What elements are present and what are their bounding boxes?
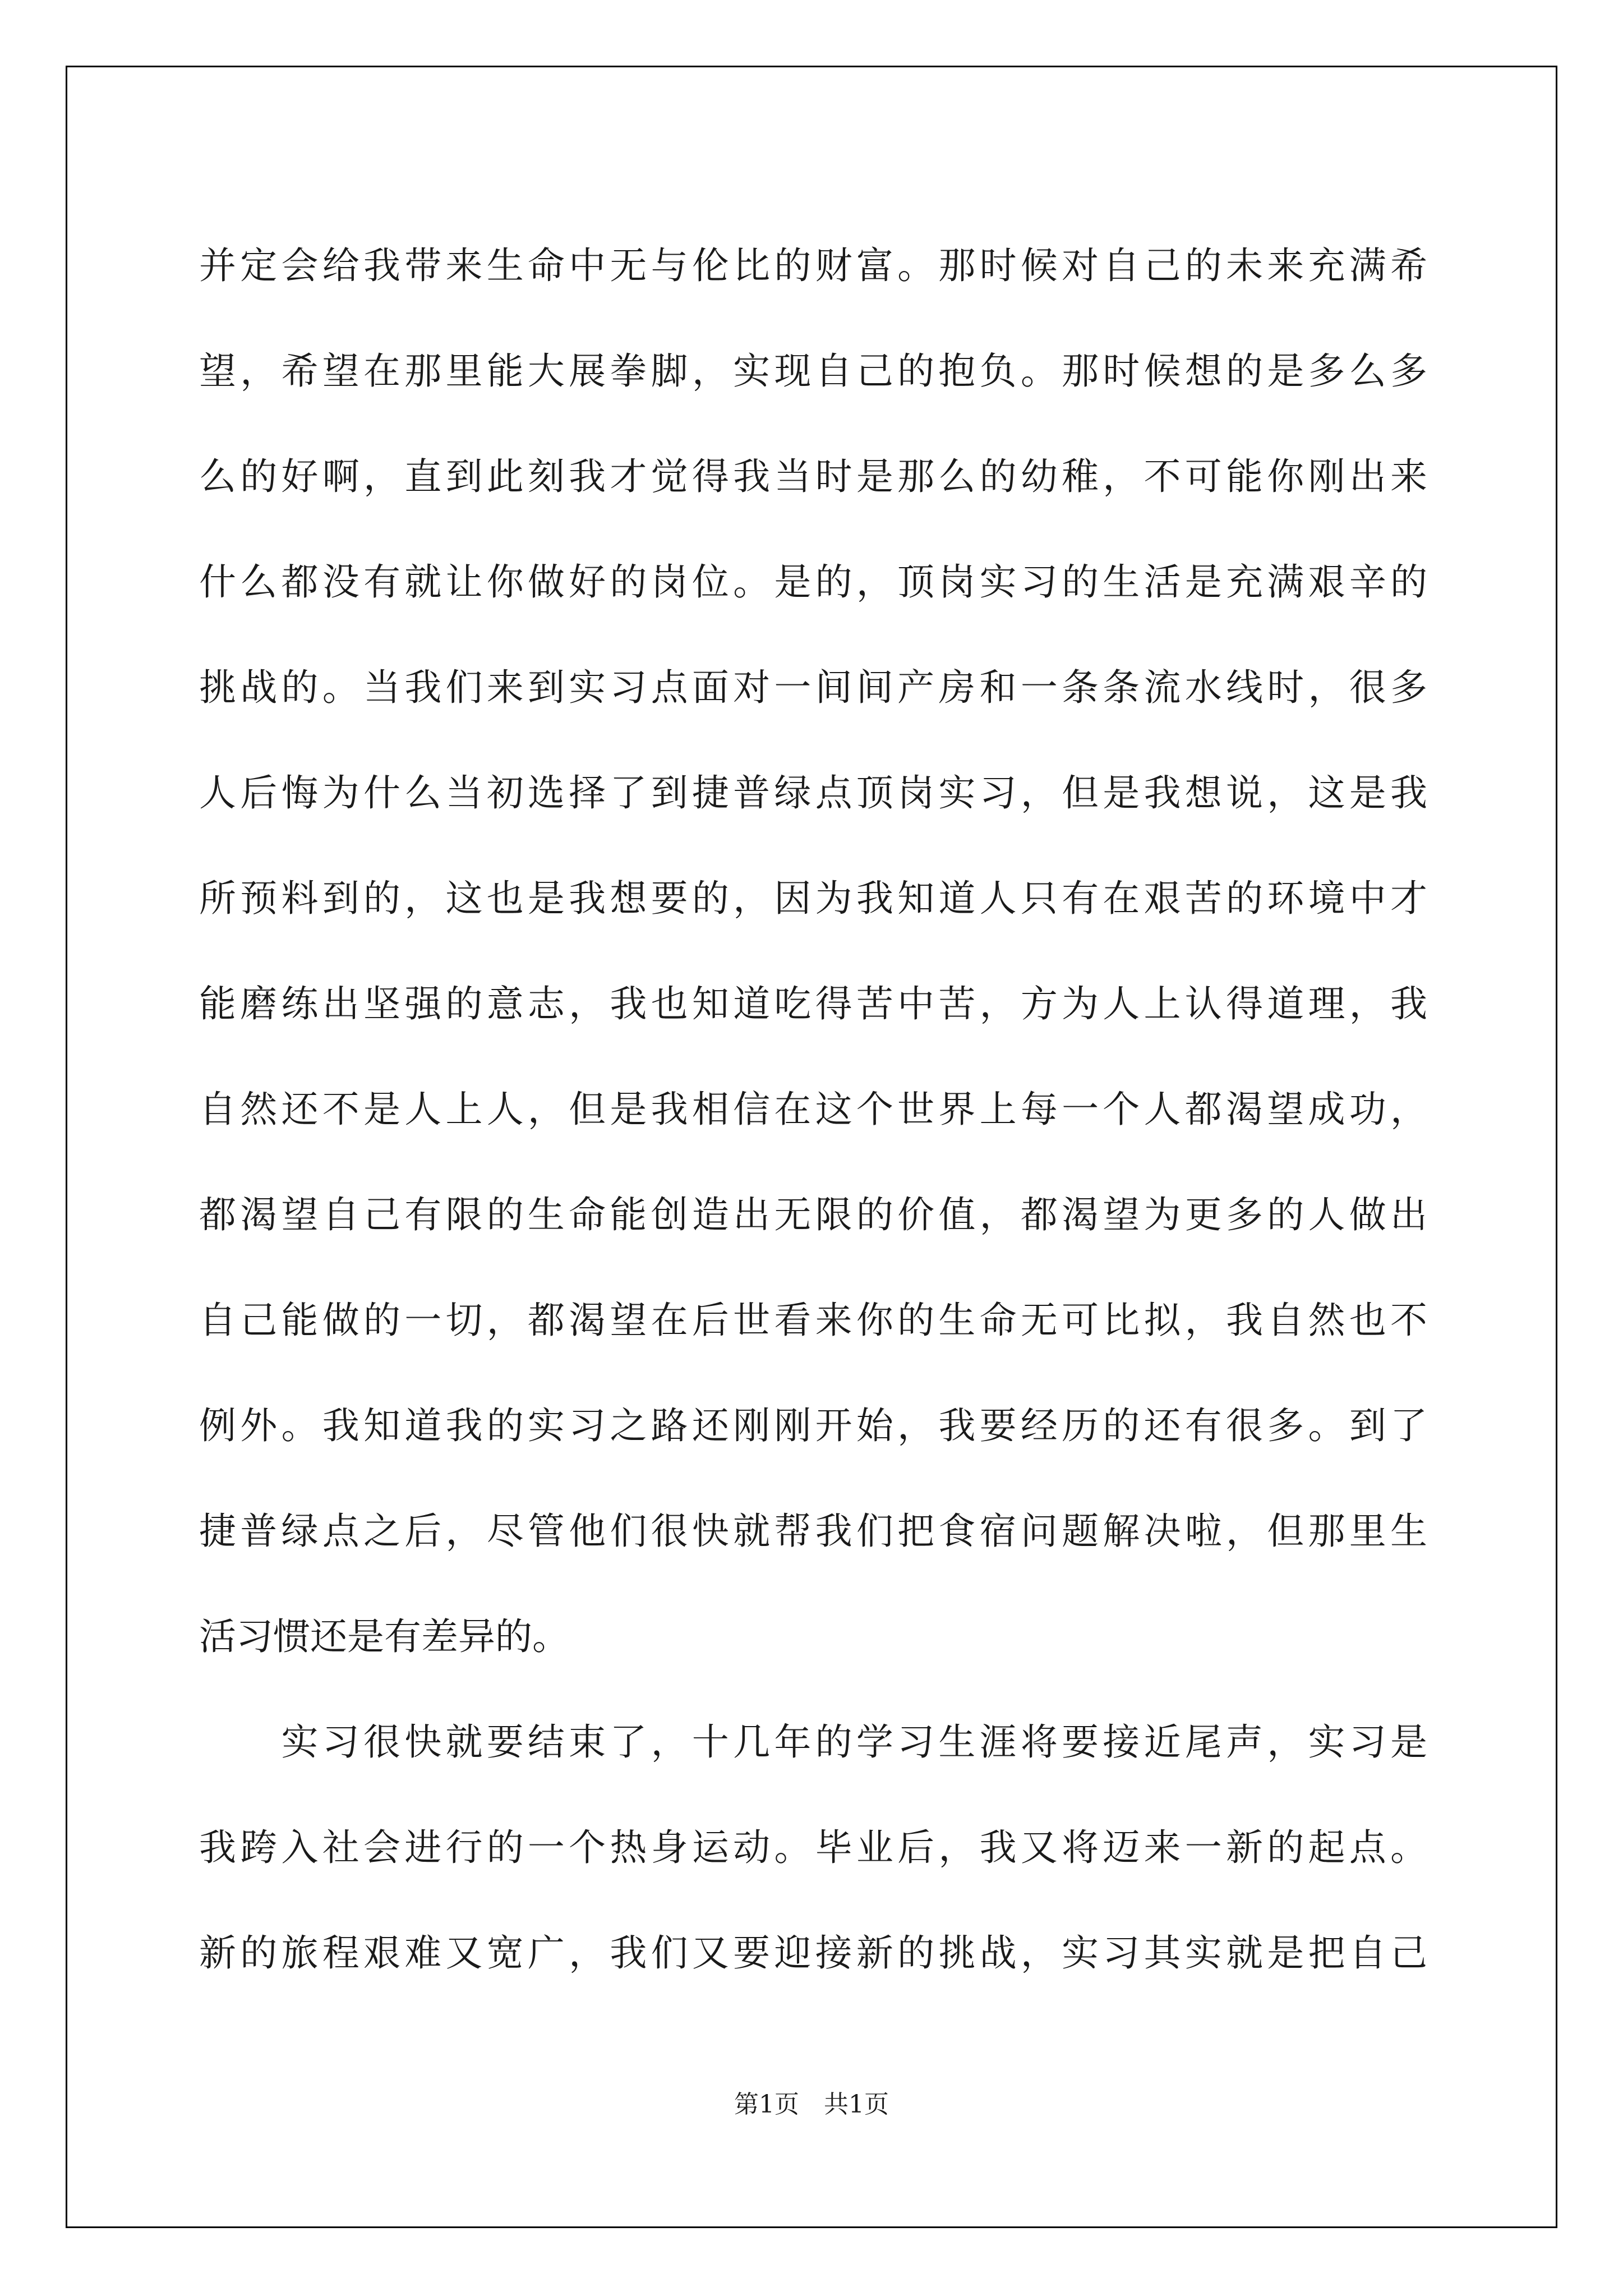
text-line: 什么都没有就让你做好的岗位。是的，顶岗实习的生活是充满艰辛的 bbox=[199, 560, 1427, 604]
text-line: 自己能做的一切，都渴望在后世看来你的生命无可比拟，我自然也不 bbox=[199, 1299, 1427, 1342]
text-line: 新的旅程艰难又宽广，我们又要迎接新的挑战，实习其实就是把自己 bbox=[199, 1931, 1427, 1975]
text-line: 么的好啊，直到此刻我才觉得我当时是那么的幼稚，不可能你刚出来 bbox=[199, 455, 1427, 498]
text-line: 望，希望在那里能大展拳脚，实现自己的抱负。那时候想的是多么多 bbox=[199, 349, 1427, 393]
page-number-footer: 第1页 共1页 bbox=[734, 2090, 889, 2119]
text-line: 我跨入社会进行的一个热身运动。毕业后，我又将迈来一新的起点。 bbox=[199, 1826, 1427, 1869]
text-line: 所预料到的，这也是我想要的，因为我知道人只有在艰苦的环境中才 bbox=[199, 877, 1427, 920]
text-line: 人后悔为什么当初选择了到捷普绿点顶岗实习，但是我想说，这是我 bbox=[199, 771, 1427, 815]
body-text bbox=[199, 213, 1427, 2006]
text-line: 能磨练出坚强的意志，我也知道吃得苦中苦，方为人上认得道理，我 bbox=[199, 982, 1427, 1025]
text-line: 都渴望自己有限的生命能创造出无限的价值，都渴望为更多的人做出 bbox=[199, 1193, 1427, 1236]
text-line: 捷普绿点之后，尽管他们很快就帮我们把食宿问题解决啦，但那里生 bbox=[199, 1510, 1427, 1553]
text-line: 挑战的。当我们来到实习点面对一间间产房和一条条流水线时，很多 bbox=[199, 666, 1427, 709]
paragraph-end-line: 活习惯还是有差异的。 bbox=[199, 1615, 569, 1658]
text-line: 并定会给我带来生命中无与伦比的财富。那时候对自己的未来充满希 bbox=[199, 244, 1427, 287]
paragraph-indent-line: 实习很快就要结束了，十几年的学习生涯将要接近尾声，实习是 bbox=[199, 1720, 1427, 1764]
text-line: 例外。我知道我的实习之路还刚刚开始，我要经历的还有很多。到了 bbox=[199, 1404, 1427, 1447]
text-line: 自然还不是人上人，但是我相信在这个世界上每一个人都渴望成功， bbox=[199, 1088, 1427, 1131]
